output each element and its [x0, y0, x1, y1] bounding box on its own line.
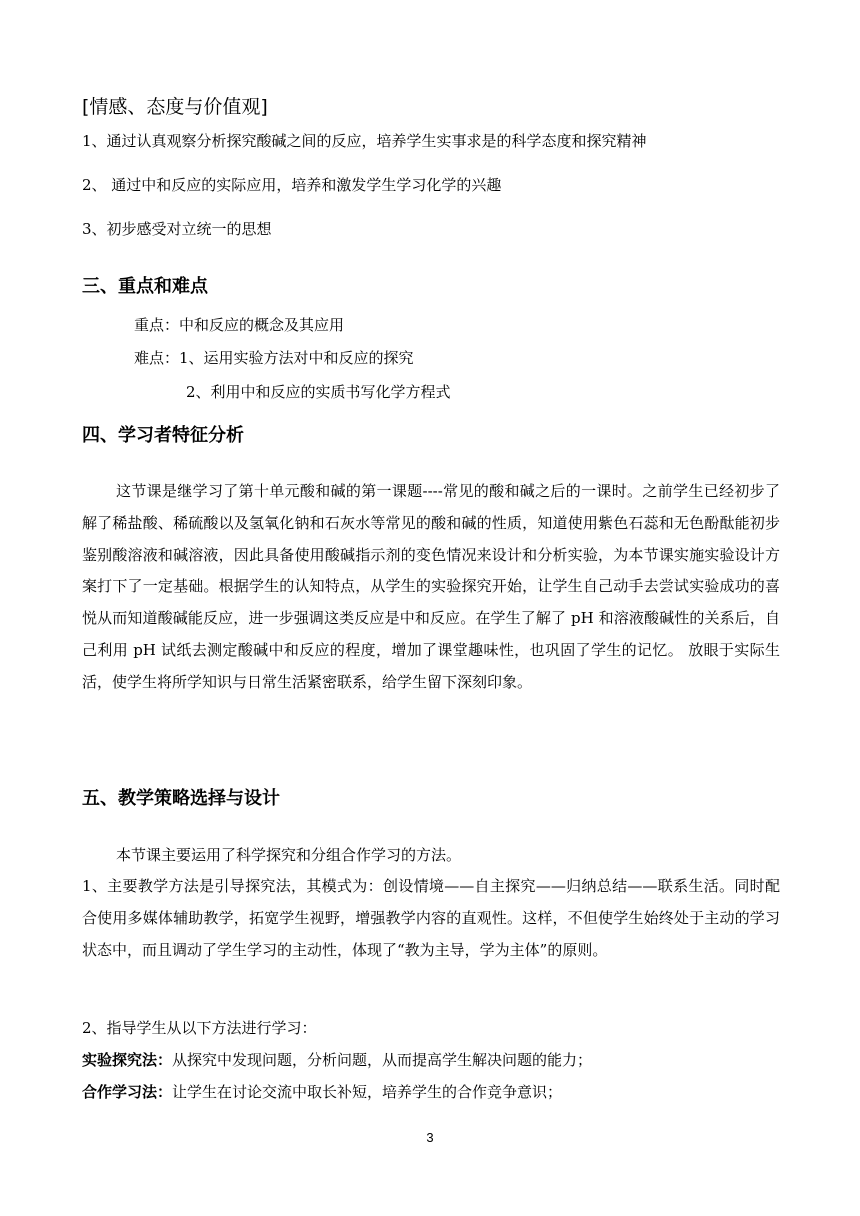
cooperative-method [82, 1077, 780, 1109]
experiment-method-label: 实验探究法： [82, 1051, 173, 1069]
difficulty-2: 2、利用中和反应的实质书写化学方程式 [186, 383, 451, 401]
cooperative-method-label: 合作学习法： [82, 1083, 173, 1101]
key-point: 重点：中和反应的概念及其应用 [134, 316, 345, 334]
section-5-heading: 五、教学策略选择与设计 [82, 788, 280, 809]
affect-item-1: 1、通过认真观察分析探究酸碱之间的反应，培养学生实事求是的科学态度和探究精神 [82, 132, 647, 150]
teaching-method-2: 2、指导学生从以下方法进行学习： [82, 1019, 317, 1037]
section-4-heading: 四、学习者特征分析 [82, 425, 244, 446]
experiment-method [82, 1045, 780, 1077]
experiment-method-text: 从探究中发现问题，分析问题，从而提高学生解决问题的能力； [172, 1051, 593, 1069]
affect-item-2: 2、 通过中和反应的实际应用，培养和激发学生学习化学的兴趣 [82, 176, 502, 194]
learner-analysis-paragraph: 这节课是继学习了第十单元酸和碱的第一课题----常见的酸和碱之后的一课时。之前学生已经初步了解了稀盐酸、稀硫酸以及氢氧化钠和石灰水等常见的酸和碱的性质，知道使用紫色石蕊和无色酚酞能初步鉴别酸溶液和碱溶液，因此具备使用酸碱指示剂的变色情况来设计和分析实验，为本节课实施实验设计方案打下了一定基础。根据学生的认知特点，从学生的实验探究开始，让学生自己动手去尝试实验成功的喜悦从而知道酸碱能反应，进一步强调这类反应是中和反应。在学生了解了 pH 和溶液酸碱性的关系后，自己利用 pH 试纸去测定酸碱中和反应的程度，增加了课堂趣味性，也巩固了学生的记忆。 放眼于实际生活，使学生将所学知识与日常生活紧密联系，给学生留下深刻印象。 [82, 482, 780, 691]
affect-heading: [情感、态度与价值观] [82, 96, 268, 118]
difficulty-1: 难点：1、运用实验方法对中和反应的探究 [134, 349, 414, 367]
cooperative-method-text: 让学生在讨论交流中取长补短，培养学生的合作竞争意识； [172, 1083, 563, 1101]
section-3-heading: 三、重点和难点 [82, 276, 208, 297]
teaching-method-1: 1、主要教学方法是引导探究法，其模式为：创设情境——自主探究——归纳总结——联系生活。同时配合使用多媒体辅助教学，拓宽学生视野，增强教学内容的直观性。这样，不但使学生始终处于主动的学习状态中，而且调动了学生学习的主动性，体现了“教为主导，学为主体”的原则。 [82, 877, 780, 959]
page-number: 3 [426, 1130, 434, 1145]
affect-item-3: 3、初步感受对立统一的思想 [82, 220, 272, 238]
strategy-intro: 本节课主要运用了科学探究和分组合作学习的方法。 [116, 846, 462, 864]
